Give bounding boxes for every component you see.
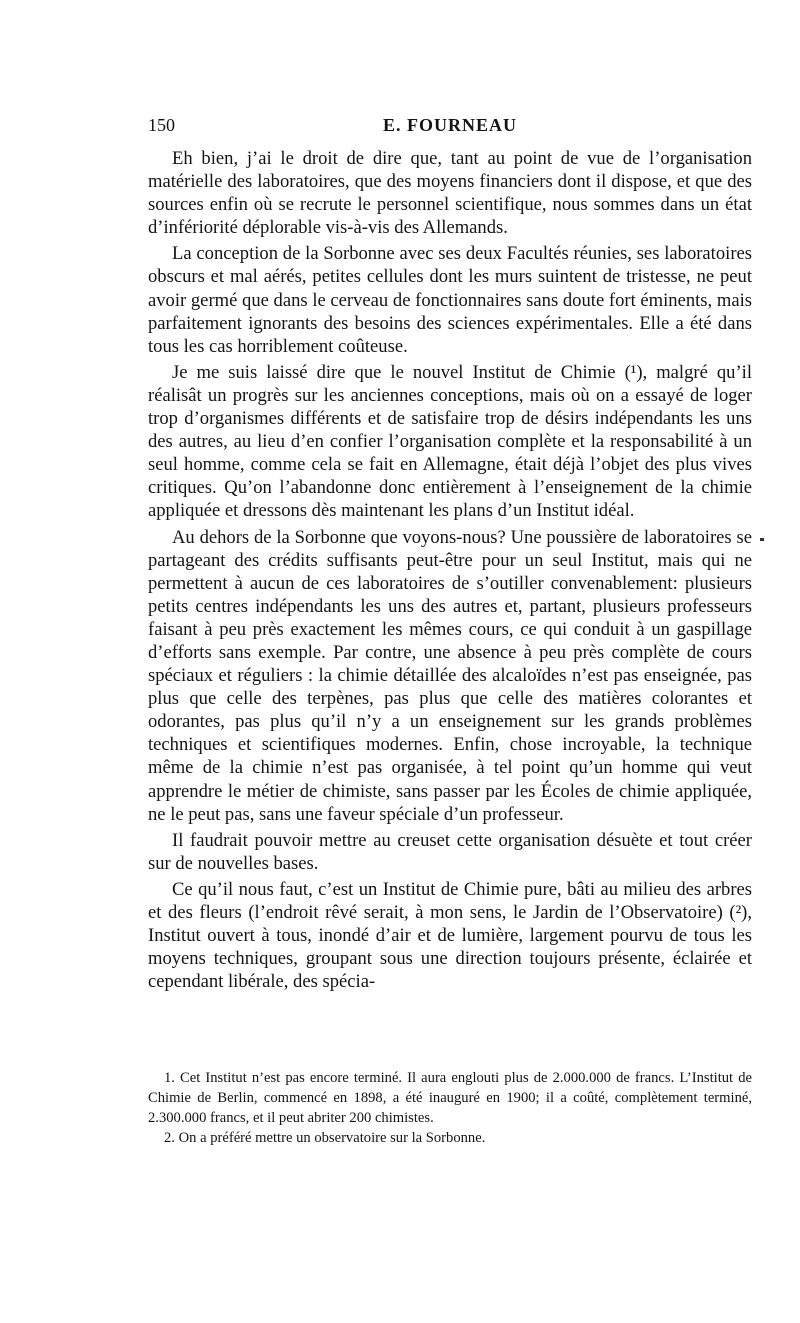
- page-number: 150: [148, 115, 175, 135]
- paragraph: Ce qu’il nous faut, c’est un Institut de Chimie pure, bâti au milieu des arbres et des fleurs (l’endroit rêvé serait, à mon sens, le Jardin de l’Observatoire) (²), Institut ouvert à tous, inondé d’air et de lumière, largement pourvu de tous les moyens techniques, groupant sous une direction toujours présente, éclairée et cependant libérale, des spécia-: [148, 878, 752, 993]
- paragraph: Je me suis laissé dire que le nouvel Institut de Chimie (¹), malgré qu’il réalisât un progrès sur les anciennes conceptions, mais où on a essayé de loger trop d’organismes différents et de satisfaire trop de désirs indépendants les uns des autres, au lieu d’en confier l’organisation complète et la responsabilité à un seul homme, comme cela se fait en Allemagne, était déjà l’objet des plus vives critiques. Qu’on l’abandonne donc entièrement à l’enseignement de la chimie appliquée et dressons dès maintenant les plans d’un Institut idéal.: [148, 361, 752, 522]
- paragraph: La conception de la Sorbonne avec ses deux Facultés réunies, ses laboratoires obscurs et mal aérés, petites cellules dont les murs suintent de tristesse, ne peut avoir germé que dans le cerveau de fonctionnaires sans doute fort éminents, mais parfaitement ignorants des besoins des sciences expérimentales. Elle a été dans tous les cas horriblement coûteuse.: [148, 243, 752, 357]
- footnote: 2. On a préféré mettre un observatoire sur la Sorbonne.: [164, 1130, 486, 1146]
- paragraph: Il faudrait pouvoir mettre au creuset cette organisation désuète et tout créer sur de nouvelles bases.: [148, 829, 752, 874]
- footnote: 1. Cet Institut n’est pas encore terminé. Il aura englouti plus de 2.000.000 de francs. L’Institut de Chimie de Berlin, commencé en 1898, a été inauguré en 1900; il a coûté, complètement terminé, 2.300.000 francs, et il peut abriter 200 chimistes.: [148, 1070, 752, 1126]
- body-text: [148, 147, 752, 996]
- paragraph: Au dehors de la Sorbonne que voyons-nous? Une poussière de laboratoires se partageant des crédits suffisants peut-être pour un seul Institut, mais qui ne permettent à aucun de ces laboratoires de s’outiller convenablement: plusieurs petits centres indépendants les uns des autres et, partant, plusieurs professeurs faisant à peu près exactement les mêmes cours, ce qui conduit à un gaspillage d’efforts sans exemple. Par contre, une absence à peu près complète de cours spéciaux et réguliers : la chimie détaillée des alcaloïdes n’est pas enseignée, pas plus que celle des terpènes, pas plus que celle des matières colorantes et odorantes, pas plus qu’il n’y a un enseignement sur les grands problèmes techniques et scientifiques modernes. Enfin, chose incroyable, la technique même de la chimie n’est pas organisée, à tel point qu’un homme qui veut apprendre le métier de chimiste, sans passer par les Écoles de chimie appliquée, ne le peut pas, sans une faveur spéciale d’un professeur.: [148, 526, 752, 825]
- paragraph: Eh bien, j’ai le droit de dire que, tant au point de vue de l’organisation matérielle des laboratoires, que des moyens financiers dont il dispose, et que des sources enfin où se recrute le personnel scientifique, nous sommes dans un état d’infériorité déplorable vis-à-vis des Allemands.: [148, 148, 752, 239]
- running-title: E. FOURNEAU: [382, 115, 517, 135]
- margin-speck: [760, 538, 764, 541]
- footnotes: [148, 1068, 752, 1148]
- page-header: [148, 114, 752, 136]
